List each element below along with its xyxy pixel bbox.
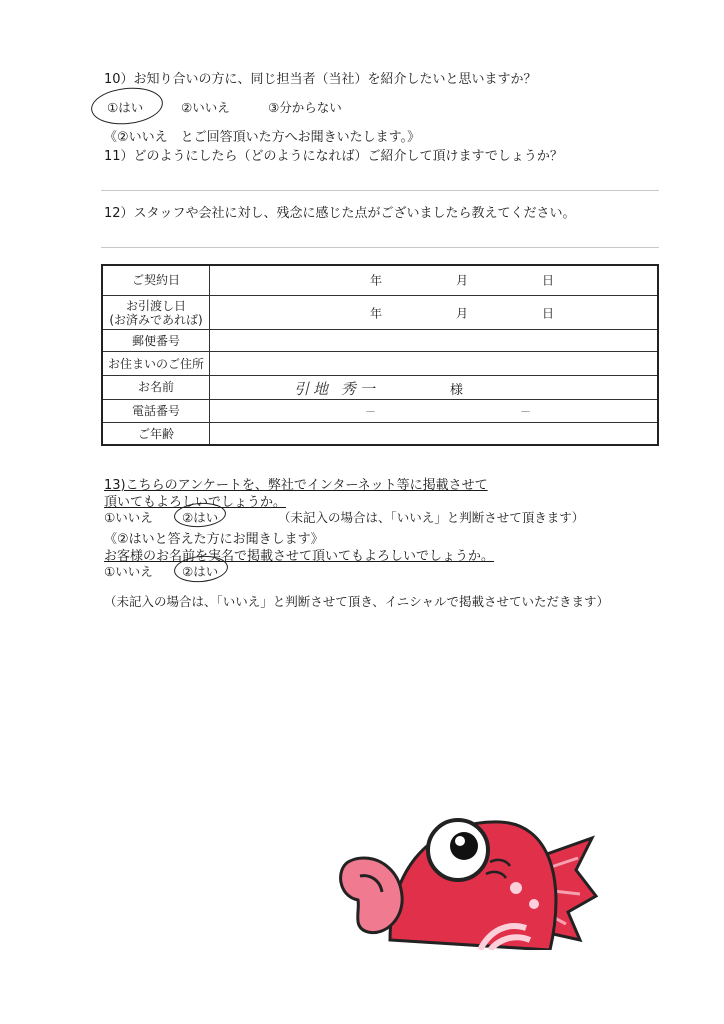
age-field[interactable]	[210, 423, 659, 445]
q10-option-unknown[interactable]: ③分からない	[268, 100, 342, 115]
address-field[interactable]	[210, 352, 659, 375]
q13-question-line1: 13)こちらのアンケートを、弊社でインターネット等に掲載させて	[104, 478, 488, 493]
table-row	[102, 352, 658, 375]
table-row	[102, 399, 658, 422]
name-field[interactable]	[210, 375, 659, 399]
q13-option-no[interactable]: ①いいえ	[104, 510, 153, 525]
customer-info-table	[101, 264, 659, 446]
q13b-preface: 《②はいと答えた方にお聞きします》	[104, 532, 324, 547]
table-row	[102, 265, 658, 295]
q11-answer-line[interactable]	[101, 190, 659, 191]
q13-option-yes[interactable]: ②はい	[182, 510, 219, 525]
postal-code-field[interactable]	[210, 330, 659, 352]
phone-separator: －	[520, 404, 531, 418]
q13-note: （未記入の場合は、「いいえ」と判断させて頂きます）	[278, 510, 585, 525]
q13b-question: お客様のお名前を実名で掲載させて頂いてもよろしいでしょうか。	[104, 549, 495, 564]
month-label: 月	[456, 306, 469, 321]
q10-option-no[interactable]: ②いいえ	[181, 100, 230, 115]
fish-mascot-icon	[330, 800, 600, 950]
handover-date-sublabel: (お済みであれば)	[109, 312, 203, 327]
q11-preface: 《②いいえ とご回答頂いた方へお聞きいたします。》	[104, 130, 421, 145]
q13b-option-no[interactable]: ①いいえ	[104, 564, 153, 579]
year-label: 年	[370, 306, 383, 321]
q10-selection-circle	[89, 84, 164, 127]
q13b-note: （未記入の場合は、「いいえ」と判断させて頂き、イニシャルで掲載させていただきます）	[104, 594, 610, 609]
table-row	[102, 295, 658, 329]
q10-option-yes[interactable]: ①はい	[107, 100, 144, 115]
handover-date-label-text: お引渡し日	[125, 298, 186, 313]
q12-answer-line[interactable]	[101, 247, 659, 248]
age-label: ご年齢	[102, 423, 210, 445]
q11-question: 11）どのようにしたら（どのようになれば）ご紹介して頂けますでしょうか？	[104, 149, 563, 164]
contract-date-field[interactable]	[210, 265, 659, 295]
address-label: お住まいのご住所	[102, 352, 210, 375]
table-row	[102, 423, 658, 445]
handover-date-field[interactable]	[210, 295, 659, 329]
q12-question: 12）スタッフや会社に対し、残念に感じた点がございましたら教えてください。	[104, 206, 576, 221]
q13b-option-yes[interactable]: ②はい	[182, 564, 219, 579]
phone-field[interactable]	[210, 399, 659, 422]
day-label: 日	[542, 306, 555, 321]
honorific-label: 様	[450, 382, 464, 398]
table-row	[102, 330, 658, 352]
table-row	[102, 375, 658, 399]
day-label: 日	[542, 273, 555, 288]
q13-question-line2: 頂いてもよろしいでしょうか。	[104, 495, 287, 510]
phone-label: 電話番号	[102, 399, 210, 422]
handover-date-label	[102, 295, 210, 329]
month-label: 月	[456, 273, 469, 288]
handwritten-name: 引地 秀一	[294, 379, 379, 398]
contract-date-label: ご契約日	[102, 265, 210, 295]
q10-question: 10）お知り合いの方に、同じ担当者（当社）を紹介したいと思いますか？	[104, 72, 537, 87]
year-label: 年	[370, 273, 383, 288]
postal-code-label: 郵便番号	[102, 330, 210, 352]
phone-separator: －	[365, 404, 376, 418]
name-label: お名前	[102, 375, 210, 399]
